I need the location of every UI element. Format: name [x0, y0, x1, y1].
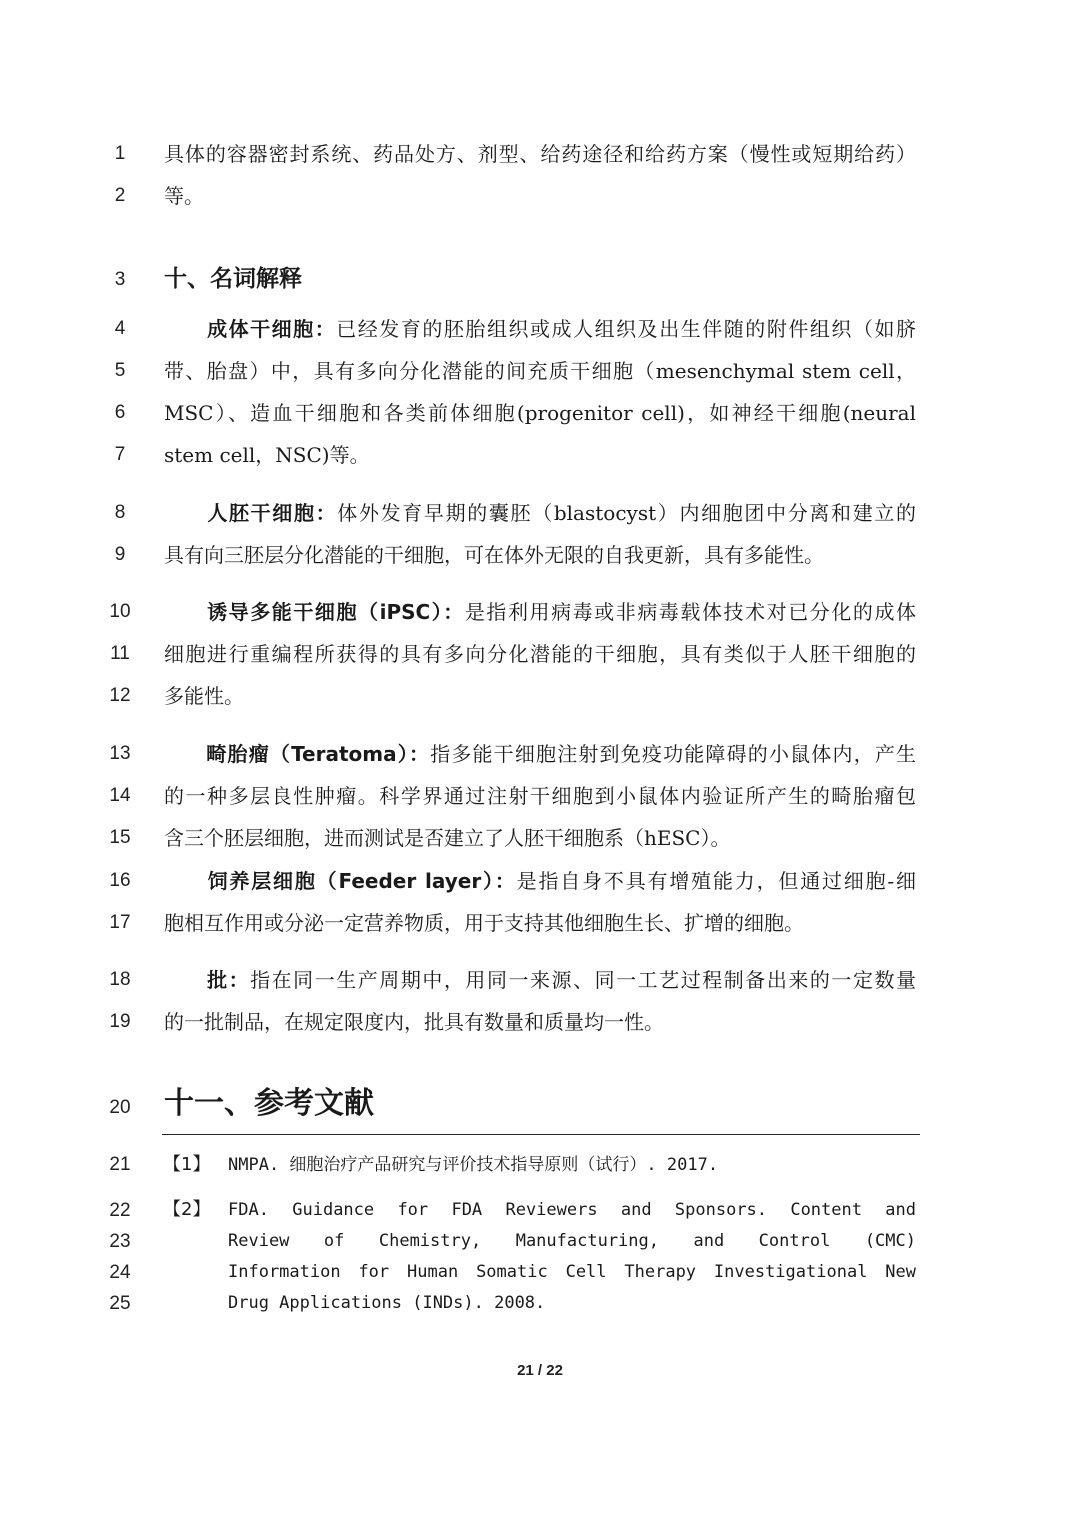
body-text-line: stem cell，NSC)等。 [164, 443, 370, 467]
term-label: 畸胎瘤（Teratoma）： [206, 742, 431, 766]
body-text: 已经发育的胚胎组织或成人组织及出生伴随的附件组织（如脐 [336, 317, 917, 341]
heading-rule [162, 1134, 920, 1135]
reference-text: Review of Chemistry, Manufacturing, and Control (CMC) [228, 1231, 916, 1251]
term-label: 诱导多能干细胞（iPSC）： [207, 600, 465, 624]
line-number: 18 [109, 969, 131, 990]
reference-text: Drug Applications (INDs). 2008. [228, 1293, 546, 1313]
section-heading: 十、名词解释 [164, 266, 302, 292]
line-number: 8 [114, 502, 126, 523]
line-number: 19 [109, 1011, 131, 1032]
line-number: 14 [109, 785, 131, 806]
line-number: 17 [109, 912, 131, 933]
reference-text: Information for Human Somatic Cell Therapy Investigational New [228, 1262, 916, 1282]
line-number: 10 [109, 601, 131, 622]
term-label: 饲养层细胞（Feeder layer）： [207, 869, 517, 893]
body-text-line: 的一批制品，在规定限度内，批具有数量和质量均一性。 [164, 1010, 664, 1034]
definition-embryonic-stem-cell [164, 500, 916, 526]
body-text-line: 等。 [164, 184, 204, 208]
line-number: 4 [114, 318, 126, 339]
line-number: 11 [110, 643, 130, 664]
definition-adult-stem-cell [164, 316, 916, 342]
line-number: 2 [114, 185, 126, 206]
definition-ipsc [164, 599, 916, 625]
reference-number: 【1】 [163, 1154, 211, 1175]
body-text-line: 胞相互作用或分泌一定营养物质，用于支持其他细胞生长、扩增的细胞。 [164, 911, 804, 935]
body-text-line: MSC）、造血干细胞和各类前体细胞(progenitor cell)，如神经干细胞(neural [164, 401, 916, 425]
reference-text: NMPA. 细胞治疗产品研究与评价技术指导原则（试行）. 2017. [228, 1155, 719, 1175]
body-text-line: 具体的容器密封系统、药品处方、剂型、给药途径和给药方案（慢性或短期给药） [164, 142, 916, 166]
definition-feeder-layer [164, 868, 916, 894]
line-number: 25 [109, 1293, 131, 1314]
line-number: 7 [114, 444, 126, 465]
line-number: 22 [109, 1200, 131, 1221]
body-text: 体外发育早期的囊胚（blastocyst）内细胞团中分离和建立的 [337, 501, 917, 525]
body-text: 指多能干细胞注射到免疫功能障碍的小鼠体内，产生 [430, 742, 917, 766]
line-number: 1 [114, 143, 126, 164]
body-text-line: 带、胎盘）中，具有多向分化潜能的间充质干细胞（mesenchymal stem cell， [164, 359, 916, 383]
body-text-line: 具有向三胚层分化潜能的干细胞，可在体外无限的自我更新，具有多能性。 [164, 543, 824, 567]
line-number: 20 [109, 1097, 131, 1118]
definition-batch [164, 967, 916, 993]
line-number: 16 [109, 870, 131, 891]
line-number: 15 [109, 827, 131, 848]
line-number: 23 [109, 1231, 131, 1252]
line-number: 12 [109, 685, 131, 706]
line-number: 5 [114, 360, 126, 381]
line-number: 24 [109, 1262, 131, 1283]
term-label: 批： [207, 968, 251, 992]
body-text-line: 的一种多层良性肿瘤。科学界通过注射干细胞到小鼠体内验证所产生的畸胎瘤包 [164, 784, 916, 808]
definition-teratoma [164, 741, 916, 767]
page-number: 21 / 22 [517, 1362, 563, 1379]
line-number: 9 [114, 544, 126, 565]
line-number: 13 [109, 743, 131, 764]
reference-text: FDA. Guidance for FDA Reviewers and Sponsors. Content and [228, 1200, 916, 1220]
line-number: 3 [114, 269, 126, 290]
term-label: 成体干细胞： [207, 317, 337, 341]
body-text-line: 含三个胚层细胞，进而测试是否建立了人胚干细胞系（hESC）。 [164, 826, 731, 850]
body-text-line: 多能性。 [164, 684, 244, 708]
body-text-line: 细胞进行重编程所获得的具有多向分化潜能的干细胞，具有类似于人胚干细胞的 [164, 642, 916, 666]
section-heading: 十一、参考文献 [164, 1086, 374, 1121]
body-text: 是指利用病毒或非病毒载体技术对已分化的成体 [464, 600, 917, 624]
line-number: 6 [114, 402, 126, 423]
term-label: 人胚干细胞： [207, 501, 338, 525]
line-number: 21 [109, 1154, 131, 1175]
body-text: 指在同一生产周期中，用同一来源、同一工艺过程制备出来的一定数量 [250, 968, 917, 992]
body-text: 是指自身不具有增殖能力，但通过细胞-细 [516, 869, 917, 893]
reference-number: 【2】 [163, 1199, 211, 1220]
